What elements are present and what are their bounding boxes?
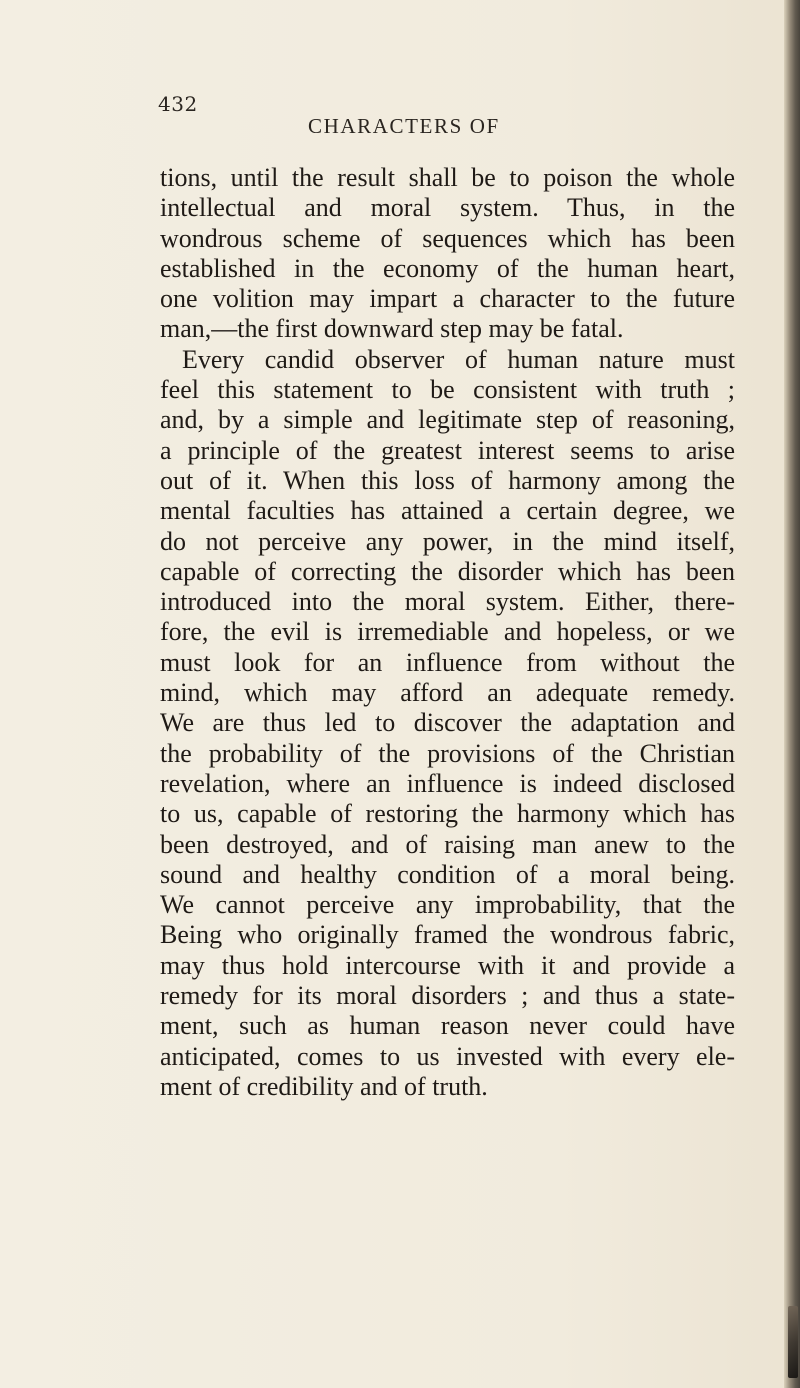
text-line: feel this statement to be consistent with truth ; — [160, 375, 735, 405]
text-line: and, by a simple and legitimate step of reasoning, — [160, 405, 735, 435]
text-line: do not perceive any power, in the mind itself, — [160, 526, 735, 556]
text-line: been destroyed, and of raising man anew to the — [160, 829, 735, 859]
text-line: Being who originally framed the wondrous fabric, — [160, 920, 735, 950]
text-line: wondrous scheme of sequences which has been — [160, 223, 735, 253]
text-line: remedy for its moral disorders ; and thus a state- — [160, 981, 735, 1011]
page-number: 432 — [158, 92, 198, 116]
text-line: mind, which may afford an adequate remedy. — [160, 678, 735, 708]
paragraph-start-line: Every candid observer of human nature must — [182, 344, 735, 374]
text-line: We are thus led to discover the adaptation and — [160, 708, 735, 738]
text-line: tions, until the result shall be to poison the whole — [160, 163, 735, 192]
text-line: introduced into the moral system. Either, there- — [160, 587, 735, 617]
text-line: a principle of the greatest interest seems to arise — [160, 435, 735, 465]
page-header — [158, 92, 758, 138]
text-line: capable of correcting the disorder which has been — [160, 556, 735, 586]
text-line: revelation, where an influence is indeed disclosed — [160, 768, 735, 798]
text-line: man,—the first downward step may be fatal. — [160, 314, 624, 344]
text-line: must look for an influence from without the — [160, 647, 735, 677]
text-line: fore, the evil is irremediable and hopeless, or we — [160, 617, 735, 647]
text-line: to us, capable of restoring the harmony which has — [160, 799, 735, 829]
spine-mark — [788, 1306, 798, 1378]
text-line: mental faculties has attained a certain degree, we — [160, 496, 735, 526]
text-line: one volition may impart a character to the future — [160, 284, 735, 314]
page-spine-shadow — [784, 0, 800, 1388]
body-text — [160, 163, 735, 1102]
text-line: ment, such as human reason never could have — [160, 1011, 735, 1041]
text-line: We cannot perceive any improbability, that the — [160, 890, 735, 920]
text-line: out of it. When this loss of harmony among the — [160, 465, 735, 495]
running-head: CHARACTERS OF — [308, 114, 500, 138]
text-line: may thus hold intercourse with it and provide a — [160, 950, 735, 980]
text-line: ment of credibility and of truth. — [160, 1071, 488, 1101]
text-line: established in the economy of the human heart, — [160, 253, 735, 283]
text-line: anticipated, comes to us invested with every ele- — [160, 1041, 735, 1071]
text-line: sound and healthy condition of a moral being. — [160, 859, 735, 889]
text-line: the probability of the provisions of the Christian — [160, 738, 735, 768]
text-line: intellectual and moral system. Thus, in the — [160, 193, 735, 223]
